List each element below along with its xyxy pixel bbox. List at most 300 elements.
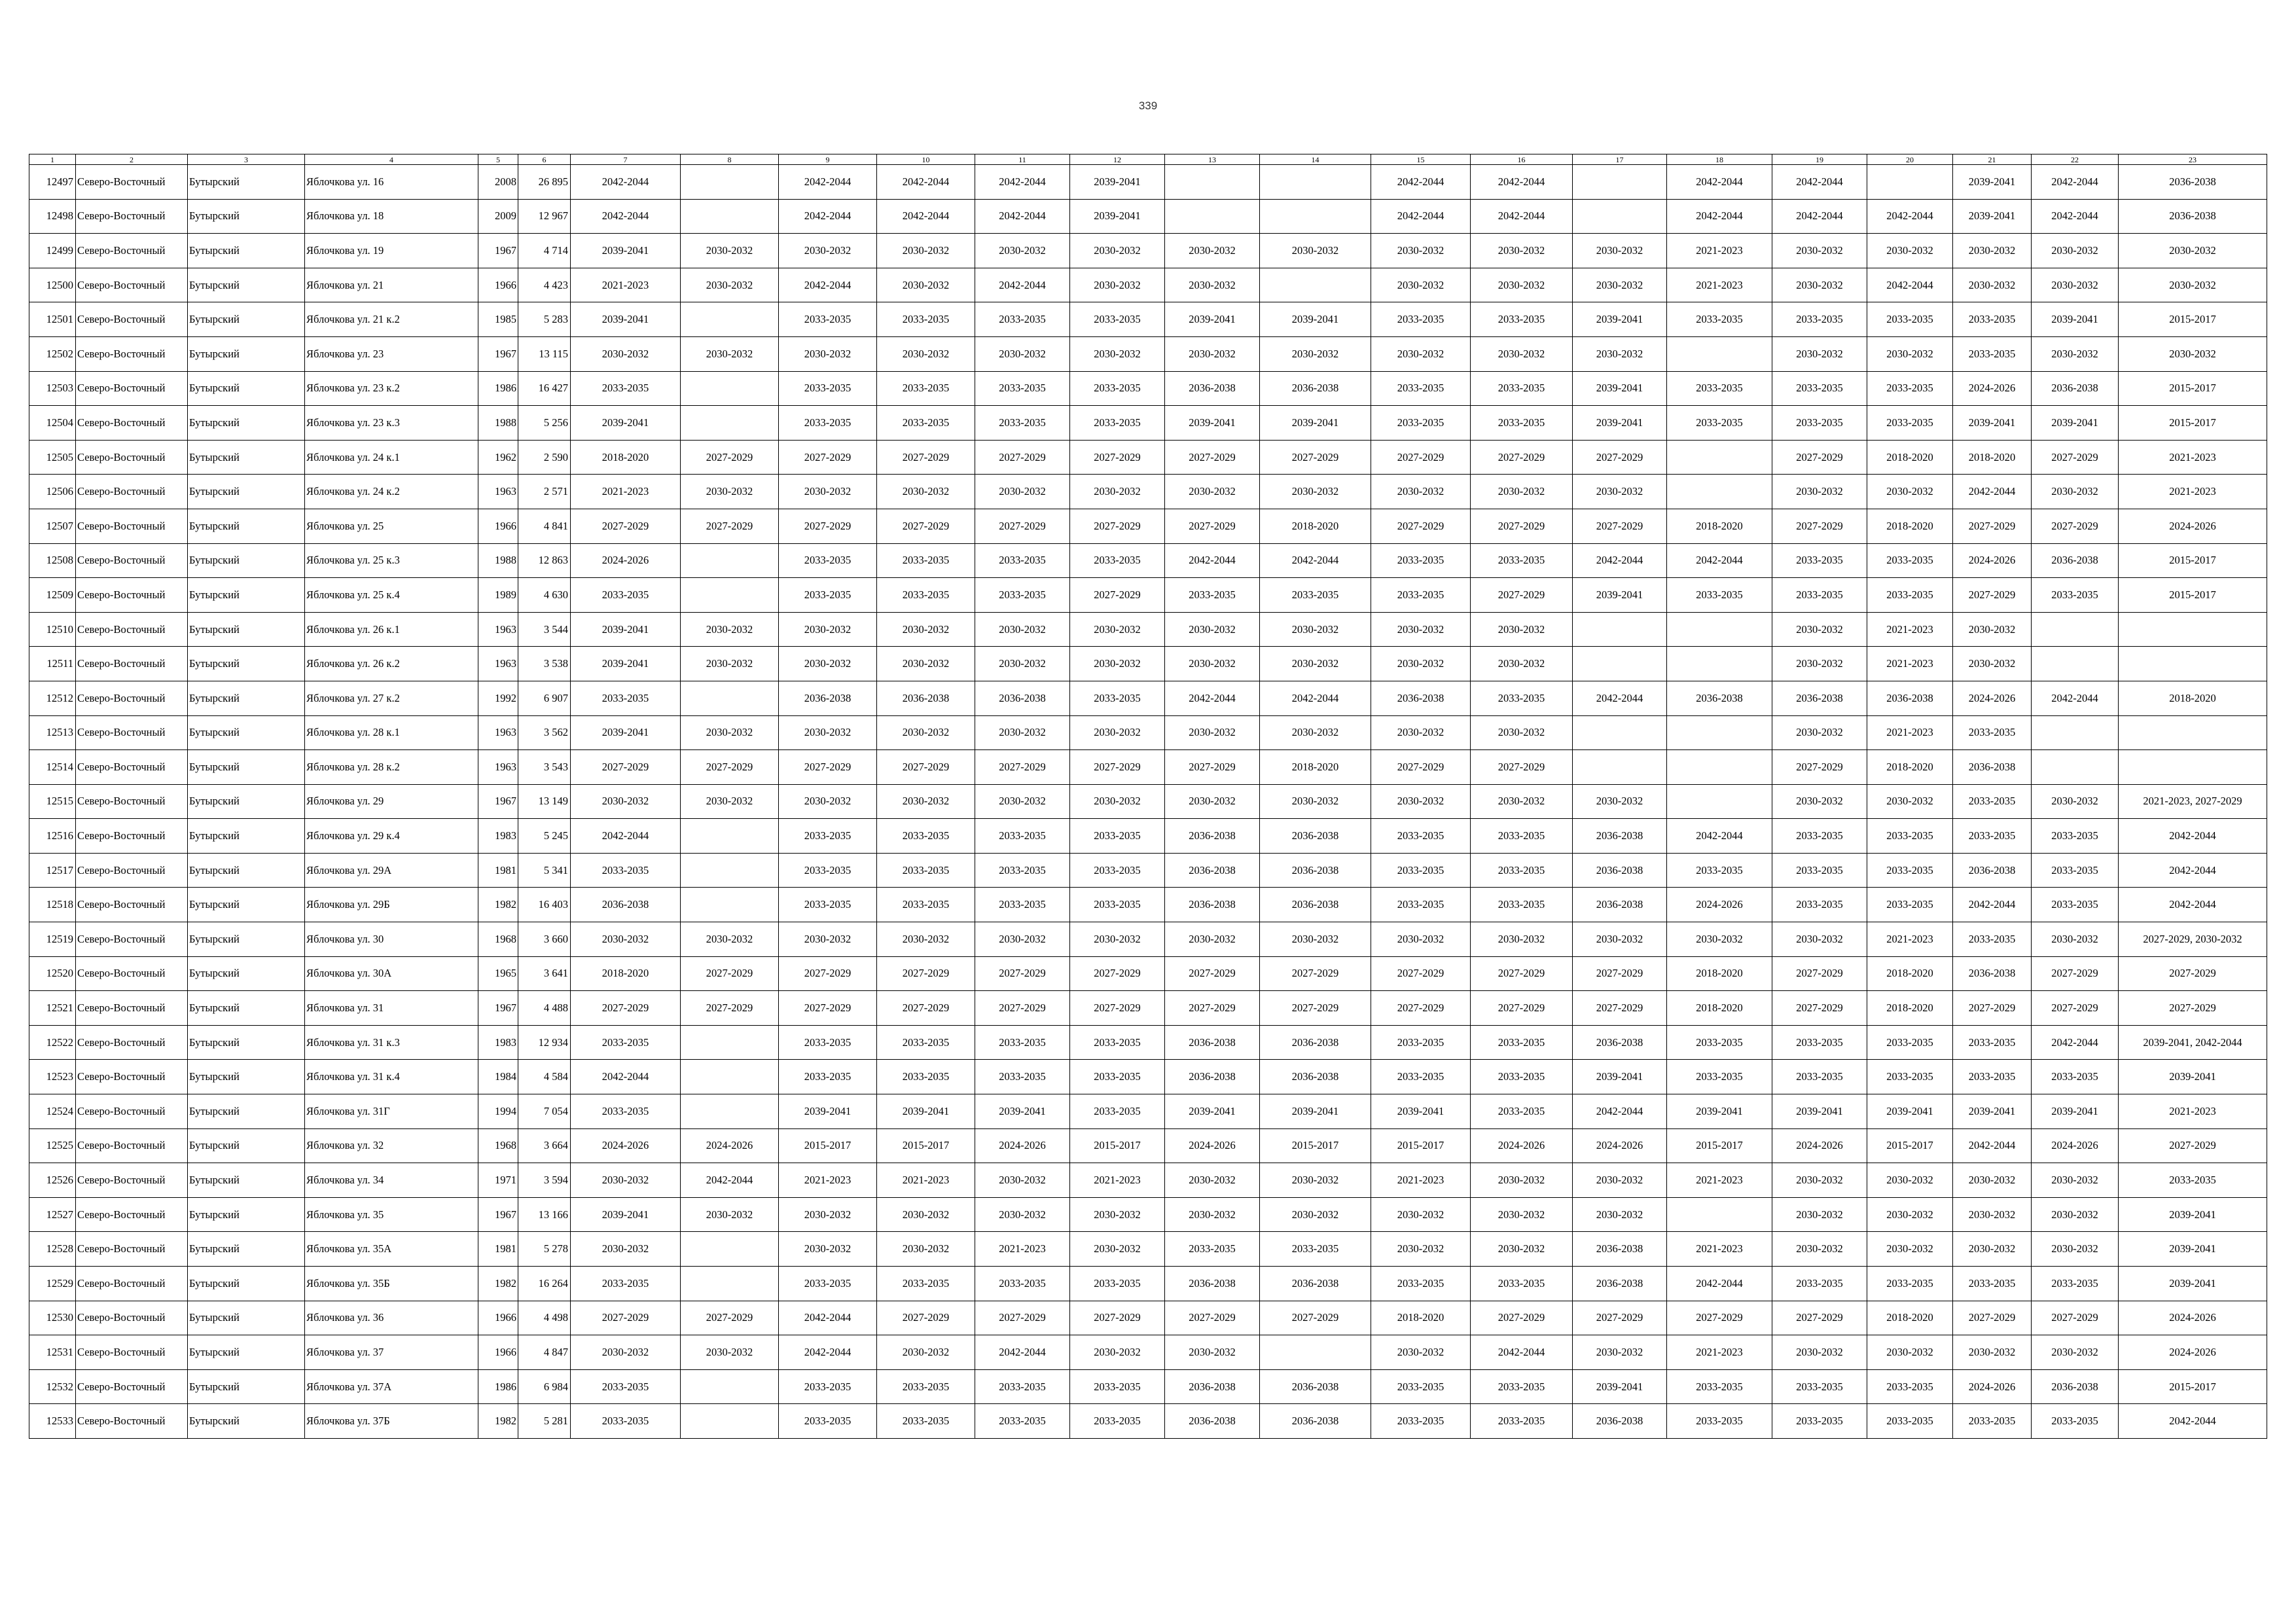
table-row [29, 922, 2267, 957]
table-cell-col-12: 2027-2029 [1070, 578, 1165, 613]
table-cell-col-21: 2033-2035 [1953, 1060, 2032, 1094]
table-cell-col-8 [681, 199, 779, 234]
table-cell-col-15: 2033-2035 [1371, 853, 1471, 888]
table-cell-col-7: 2039-2041 [571, 612, 681, 647]
table-cell-col-11: 2042-2044 [975, 1335, 1070, 1370]
column-header-8: 8 [681, 154, 779, 165]
table-cell-col-7: 2033-2035 [571, 853, 681, 888]
table-cell-col-22 [2032, 612, 2119, 647]
table-cell-col-3: Бутырский [188, 612, 305, 647]
table-row [29, 991, 2267, 1026]
table-cell-col-5: 1989 [478, 578, 518, 613]
table-cell-col-22: 2042-2044 [2032, 681, 2119, 715]
table-cell-col-6: 4 423 [518, 268, 571, 302]
table-cell-col-16: 2033-2035 [1471, 371, 1573, 406]
table-cell-col-1: 12509 [29, 578, 76, 613]
table-cell-col-21: 2030-2032 [1953, 1232, 2032, 1267]
table-cell-col-6: 5 281 [518, 1404, 571, 1439]
table-cell-col-6: 2 590 [518, 440, 571, 475]
table-cell-col-19: 2030-2032 [1772, 1232, 1867, 1267]
table-cell-col-2: Северо-Восточный [76, 234, 188, 268]
table-cell-col-13: 2036-2038 [1165, 1267, 1260, 1301]
table-cell-col-13: 2030-2032 [1165, 647, 1260, 681]
table-cell-col-7: 2030-2032 [571, 784, 681, 819]
table-cell-col-22: 2036-2038 [2032, 1369, 2119, 1404]
table-cell-col-4: Яблочкова ул. 26 к.2 [305, 647, 478, 681]
table-cell-col-7: 2039-2041 [571, 406, 681, 441]
table-row [29, 1301, 2267, 1335]
table-cell-col-13 [1165, 199, 1260, 234]
table-cell-col-21: 2030-2032 [1953, 1163, 2032, 1198]
table-row [29, 1025, 2267, 1060]
table-cell-col-12: 2033-2035 [1070, 1369, 1165, 1404]
table-cell-col-19: 2033-2035 [1772, 888, 1867, 922]
table-cell-col-13: 2030-2032 [1165, 1197, 1260, 1232]
table-cell-col-13: 2036-2038 [1165, 853, 1260, 888]
table-cell-col-6: 3 544 [518, 612, 571, 647]
table-cell-col-15: 2036-2038 [1371, 681, 1471, 715]
table-cell-col-15: 2030-2032 [1371, 268, 1471, 302]
table-cell-col-15: 2033-2035 [1371, 302, 1471, 337]
table-cell-col-9: 2042-2044 [779, 199, 877, 234]
table-cell-col-20: 2021-2023 [1867, 715, 1953, 750]
table-cell-col-19: 2033-2035 [1772, 1025, 1867, 1060]
column-header-3: 3 [188, 154, 305, 165]
table-cell-col-12: 2039-2041 [1070, 199, 1165, 234]
table-cell-col-13: 2033-2035 [1165, 1232, 1260, 1267]
table-cell-col-19: 2027-2029 [1772, 1301, 1867, 1335]
table-cell-col-20: 2033-2035 [1867, 1025, 1953, 1060]
table-cell-col-7: 2030-2032 [571, 1232, 681, 1267]
table-cell-col-14: 2036-2038 [1260, 1025, 1371, 1060]
table-cell-col-7: 2033-2035 [571, 1094, 681, 1129]
table-cell-col-4: Яблочкова ул. 30А [305, 956, 478, 991]
table-cell-col-9: 2027-2029 [779, 509, 877, 543]
table-cell-col-20: 2033-2035 [1867, 888, 1953, 922]
table-cell-col-17: 2030-2032 [1573, 336, 1667, 371]
table-cell-col-15: 2042-2044 [1371, 165, 1471, 200]
table-cell-col-16: 2027-2029 [1471, 991, 1573, 1026]
table-cell-col-21: 2042-2044 [1953, 888, 2032, 922]
table-cell-col-12: 2027-2029 [1070, 956, 1165, 991]
table-cell-col-8: 2030-2032 [681, 1197, 779, 1232]
table-cell-col-4: Яблочкова ул. 21 к.2 [305, 302, 478, 337]
table-cell-col-11: 2033-2035 [975, 1025, 1070, 1060]
table-cell-col-13: 2036-2038 [1165, 888, 1260, 922]
table-cell-col-23 [2119, 612, 2267, 647]
table-cell-col-18: 2042-2044 [1667, 819, 1772, 854]
table-cell-col-21: 2033-2035 [1953, 819, 2032, 854]
table-cell-col-16: 2030-2032 [1471, 1232, 1573, 1267]
table-cell-col-3: Бутырский [188, 336, 305, 371]
table-cell-col-11: 2033-2035 [975, 302, 1070, 337]
table-cell-col-22: 2030-2032 [2032, 234, 2119, 268]
table-row [29, 234, 2267, 268]
table-cell-col-17 [1573, 199, 1667, 234]
table-cell-col-12: 2030-2032 [1070, 784, 1165, 819]
table-cell-col-4: Яблочкова ул. 27 к.2 [305, 681, 478, 715]
table-cell-col-7: 2033-2035 [571, 578, 681, 613]
table-cell-col-20: 2030-2032 [1867, 784, 1953, 819]
table-cell-col-17: 2030-2032 [1573, 922, 1667, 957]
table-cell-col-2: Северо-Восточный [76, 1128, 188, 1163]
table-cell-col-2: Северо-Восточный [76, 647, 188, 681]
table-cell-col-19: 2030-2032 [1772, 1197, 1867, 1232]
table-cell-col-16: 2033-2035 [1471, 681, 1573, 715]
table-cell-col-14: 2030-2032 [1260, 922, 1371, 957]
table-cell-col-8: 2027-2029 [681, 440, 779, 475]
table-cell-col-22: 2033-2035 [2032, 1267, 2119, 1301]
table-cell-col-16: 2030-2032 [1471, 1197, 1573, 1232]
table-cell-col-15: 2033-2035 [1371, 371, 1471, 406]
table-cell-col-15: 2033-2035 [1371, 888, 1471, 922]
table-cell-col-12: 2027-2029 [1070, 1301, 1165, 1335]
table-cell-col-6: 3 562 [518, 715, 571, 750]
table-cell-col-23: 2039-2041 [2119, 1197, 2267, 1232]
table-cell-col-9: 2033-2035 [779, 1060, 877, 1094]
table-cell-col-11: 2021-2023 [975, 1232, 1070, 1267]
table-cell-col-14: 2018-2020 [1260, 509, 1371, 543]
table-cell-col-8 [681, 578, 779, 613]
table-cell-col-2: Северо-Восточный [76, 1060, 188, 1094]
table-cell-col-6: 7 054 [518, 1094, 571, 1129]
table-cell-col-3: Бутырский [188, 199, 305, 234]
table-cell-col-16: 2027-2029 [1471, 578, 1573, 613]
table-cell-col-5: 1985 [478, 302, 518, 337]
table-cell-col-23: 2039-2041, 2042-2044 [2119, 1025, 2267, 1060]
table-cell-col-10: 2033-2035 [877, 543, 975, 578]
table-cell-col-20: 2018-2020 [1867, 440, 1953, 475]
table-cell-col-14: 2030-2032 [1260, 234, 1371, 268]
table-cell-col-3: Бутырский [188, 853, 305, 888]
table-cell-col-17: 2030-2032 [1573, 1163, 1667, 1198]
table-cell-col-2: Северо-Восточный [76, 681, 188, 715]
table-cell-col-2: Северо-Восточный [76, 509, 188, 543]
table-cell-col-23: 2024-2026 [2119, 1335, 2267, 1370]
table-cell-col-11: 2033-2035 [975, 819, 1070, 854]
table-cell-col-20: 2033-2035 [1867, 543, 1953, 578]
table-cell-col-6: 6 907 [518, 681, 571, 715]
table-cell-col-18: 2033-2035 [1667, 578, 1772, 613]
table-cell-col-12: 2033-2035 [1070, 1025, 1165, 1060]
table-cell-col-20: 2033-2035 [1867, 1404, 1953, 1439]
table-cell-col-11: 2030-2032 [975, 336, 1070, 371]
column-header-9: 9 [779, 154, 877, 165]
table-cell-col-4: Яблочкова ул. 28 к.2 [305, 750, 478, 785]
table-cell-col-13: 2033-2035 [1165, 578, 1260, 613]
table-cell-col-19: 2030-2032 [1772, 336, 1867, 371]
table-cell-col-13: 2030-2032 [1165, 336, 1260, 371]
table-cell-col-19: 2033-2035 [1772, 578, 1867, 613]
table-cell-col-12: 2039-2041 [1070, 165, 1165, 200]
table-cell-col-3: Бутырский [188, 715, 305, 750]
column-header-18: 18 [1667, 154, 1772, 165]
table-row [29, 1232, 2267, 1267]
table-cell-col-1: 12520 [29, 956, 76, 991]
table-cell-col-16: 2030-2032 [1471, 922, 1573, 957]
table-cell-col-23: 2027-2029 [2119, 1128, 2267, 1163]
table-cell-col-19: 2033-2035 [1772, 371, 1867, 406]
table-cell-col-10: 2033-2035 [877, 1267, 975, 1301]
table-cell-col-14: 2027-2029 [1260, 440, 1371, 475]
table-cell-col-5: 1982 [478, 888, 518, 922]
column-header-1: 1 [29, 154, 76, 165]
table-cell-col-5: 1982 [478, 1404, 518, 1439]
table-cell-col-3: Бутырский [188, 268, 305, 302]
table-cell-col-21: 2030-2032 [1953, 1335, 2032, 1370]
table-cell-col-4: Яблочкова ул. 23 к.3 [305, 406, 478, 441]
table-cell-col-17: 2027-2029 [1573, 1301, 1667, 1335]
table-cell-col-10: 2042-2044 [877, 199, 975, 234]
table-cell-col-22: 2036-2038 [2032, 371, 2119, 406]
table-cell-col-18 [1667, 784, 1772, 819]
table-cell-col-20: 2018-2020 [1867, 1301, 1953, 1335]
table-cell-col-8: 2030-2032 [681, 784, 779, 819]
table-cell-col-9: 2015-2017 [779, 1128, 877, 1163]
table-cell-col-4: Яблочкова ул. 21 [305, 268, 478, 302]
table-cell-col-22: 2030-2032 [2032, 268, 2119, 302]
table-cell-col-3: Бутырский [188, 1369, 305, 1404]
table-cell-col-9: 2033-2035 [779, 371, 877, 406]
table-cell-col-11: 2027-2029 [975, 509, 1070, 543]
table-cell-col-16: 2027-2029 [1471, 509, 1573, 543]
table-cell-col-16: 2033-2035 [1471, 1369, 1573, 1404]
table-cell-col-7: 2036-2038 [571, 888, 681, 922]
table-cell-col-18 [1667, 440, 1772, 475]
table-cell-col-3: Бутырский [188, 475, 305, 509]
table-cell-col-16: 2030-2032 [1471, 475, 1573, 509]
column-header-12: 12 [1070, 154, 1165, 165]
table-cell-col-16: 2030-2032 [1471, 234, 1573, 268]
table-cell-col-10: 2030-2032 [877, 475, 975, 509]
table-cell-col-10: 2015-2017 [877, 1128, 975, 1163]
table-cell-col-17: 2039-2041 [1573, 406, 1667, 441]
table-cell-col-1: 12512 [29, 681, 76, 715]
table-cell-col-23: 2042-2044 [2119, 819, 2267, 854]
table-cell-col-14: 2036-2038 [1260, 1060, 1371, 1094]
table-cell-col-21: 2030-2032 [1953, 1197, 2032, 1232]
table-cell-col-19: 2027-2029 [1772, 956, 1867, 991]
table-cell-col-11: 2024-2026 [975, 1128, 1070, 1163]
table-cell-col-2: Северо-Восточный [76, 371, 188, 406]
table-cell-col-3: Бутырский [188, 165, 305, 200]
table-cell-col-9: 2027-2029 [779, 991, 877, 1026]
table-row [29, 475, 2267, 509]
table-cell-col-11: 2033-2035 [975, 1404, 1070, 1439]
table-cell-col-19: 2024-2026 [1772, 1128, 1867, 1163]
table-cell-col-22: 2030-2032 [2032, 1163, 2119, 1198]
table-cell-col-2: Северо-Восточный [76, 268, 188, 302]
table-cell-col-13: 2036-2038 [1165, 371, 1260, 406]
table-cell-col-21: 2033-2035 [1953, 1404, 2032, 1439]
table-cell-col-19: 2033-2035 [1772, 1369, 1867, 1404]
table-cell-col-14: 2027-2029 [1260, 956, 1371, 991]
table-cell-col-2: Северо-Восточный [76, 715, 188, 750]
table-cell-col-7: 2033-2035 [571, 1025, 681, 1060]
table-cell-col-10: 2033-2035 [877, 1060, 975, 1094]
table-cell-col-9: 2030-2032 [779, 647, 877, 681]
table-cell-col-13: 2027-2029 [1165, 750, 1260, 785]
table-cell-col-16: 2033-2035 [1471, 406, 1573, 441]
table-cell-col-6: 3 538 [518, 647, 571, 681]
table-cell-col-4: Яблочкова ул. 16 [305, 165, 478, 200]
table-cell-col-10: 2030-2032 [877, 612, 975, 647]
table-row [29, 268, 2267, 302]
table-cell-col-18: 2042-2044 [1667, 1267, 1772, 1301]
table-cell-col-9: 2033-2035 [779, 578, 877, 613]
table-cell-col-20: 2030-2032 [1867, 475, 1953, 509]
table-row [29, 1197, 2267, 1232]
table-cell-col-23: 2015-2017 [2119, 1369, 2267, 1404]
table-cell-col-7: 2039-2041 [571, 234, 681, 268]
table-cell-col-23: 2039-2041 [2119, 1232, 2267, 1267]
table-cell-col-2: Северо-Восточный [76, 991, 188, 1026]
table-cell-col-12: 2027-2029 [1070, 509, 1165, 543]
table-cell-col-14: 2027-2029 [1260, 991, 1371, 1026]
table-cell-col-19: 2030-2032 [1772, 612, 1867, 647]
table-cell-col-23: 2027-2029 [2119, 956, 2267, 991]
table-cell-col-4: Яблочкова ул. 34 [305, 1163, 478, 1198]
table-cell-col-10: 2036-2038 [877, 681, 975, 715]
table-cell-col-2: Северо-Восточный [76, 750, 188, 785]
table-cell-col-21: 2039-2041 [1953, 406, 2032, 441]
table-cell-col-10: 2030-2032 [877, 715, 975, 750]
table-cell-col-8 [681, 1232, 779, 1267]
table-cell-col-22: 2030-2032 [2032, 1232, 2119, 1267]
table-cell-col-9: 2030-2032 [779, 715, 877, 750]
table-cell-col-19: 2033-2035 [1772, 1404, 1867, 1439]
table-cell-col-17: 2036-2038 [1573, 888, 1667, 922]
table-cell-col-4: Яблочкова ул. 36 [305, 1301, 478, 1335]
table-cell-col-9: 2039-2041 [779, 1094, 877, 1129]
table-cell-col-15: 2033-2035 [1371, 1025, 1471, 1060]
table-cell-col-22: 2036-2038 [2032, 543, 2119, 578]
table-cell-col-5: 1965 [478, 956, 518, 991]
table-cell-col-4: Яблочкова ул. 25 к.4 [305, 578, 478, 613]
table-cell-col-8 [681, 371, 779, 406]
table-cell-col-21: 2030-2032 [1953, 268, 2032, 302]
table-cell-col-9: 2033-2035 [779, 1404, 877, 1439]
table-cell-col-4: Яблочкова ул. 35 [305, 1197, 478, 1232]
table-cell-col-15: 2027-2029 [1371, 991, 1471, 1026]
table-cell-col-9: 2033-2035 [779, 888, 877, 922]
table-cell-col-1: 12532 [29, 1369, 76, 1404]
table-cell-col-23: 2021-2023, 2027-2029 [2119, 784, 2267, 819]
table-cell-col-23: 2042-2044 [2119, 853, 2267, 888]
table-cell-col-11: 2027-2029 [975, 991, 1070, 1026]
table-cell-col-21: 2033-2035 [1953, 922, 2032, 957]
table-cell-col-19: 2027-2029 [1772, 991, 1867, 1026]
table-row [29, 199, 2267, 234]
table-cell-col-20: 2033-2035 [1867, 819, 1953, 854]
table-cell-col-7: 2039-2041 [571, 1197, 681, 1232]
table-cell-col-4: Яблочкова ул. 35А [305, 1232, 478, 1267]
table-cell-col-22: 2039-2041 [2032, 406, 2119, 441]
table-cell-col-19: 2033-2035 [1772, 1060, 1867, 1094]
table-cell-col-16: 2033-2035 [1471, 302, 1573, 337]
table-cell-col-13: 2030-2032 [1165, 922, 1260, 957]
table-cell-col-9: 2033-2035 [779, 543, 877, 578]
table-cell-col-6: 4 584 [518, 1060, 571, 1094]
table-cell-col-21: 2024-2026 [1953, 681, 2032, 715]
table-cell-col-13: 2024-2026 [1165, 1128, 1260, 1163]
column-header-2: 2 [76, 154, 188, 165]
table-cell-col-11: 2036-2038 [975, 681, 1070, 715]
table-cell-col-15: 2033-2035 [1371, 543, 1471, 578]
table-cell-col-10: 2030-2032 [877, 922, 975, 957]
table-cell-col-20: 2030-2032 [1867, 336, 1953, 371]
table-cell-col-12: 2030-2032 [1070, 1232, 1165, 1267]
table-cell-col-9: 2027-2029 [779, 956, 877, 991]
table-cell-col-14: 2039-2041 [1260, 1094, 1371, 1129]
table-cell-col-18 [1667, 1197, 1772, 1232]
table-cell-col-16: 2042-2044 [1471, 165, 1573, 200]
table-cell-col-5: 1963 [478, 750, 518, 785]
table-cell-col-14: 2036-2038 [1260, 1267, 1371, 1301]
table-cell-col-10: 2033-2035 [877, 578, 975, 613]
table-cell-col-1: 12530 [29, 1301, 76, 1335]
table-cell-col-2: Северо-Восточный [76, 888, 188, 922]
table-cell-col-20: 2033-2035 [1867, 302, 1953, 337]
table-cell-col-5: 1967 [478, 336, 518, 371]
table-cell-col-7: 2030-2032 [571, 922, 681, 957]
table-cell-col-8 [681, 819, 779, 854]
table-cell-col-15: 2030-2032 [1371, 922, 1471, 957]
table-cell-col-22: 2033-2035 [2032, 1060, 2119, 1094]
table-cell-col-21: 2033-2035 [1953, 1025, 2032, 1060]
table-cell-col-1: 12528 [29, 1232, 76, 1267]
table-cell-col-11: 2042-2044 [975, 199, 1070, 234]
table-cell-col-12: 2030-2032 [1070, 268, 1165, 302]
table-cell-col-17: 2036-2038 [1573, 1267, 1667, 1301]
table-cell-col-9: 2030-2032 [779, 784, 877, 819]
table-cell-col-17: 2039-2041 [1573, 371, 1667, 406]
table-cell-col-16: 2033-2035 [1471, 853, 1573, 888]
table-cell-col-19: 2030-2032 [1772, 647, 1867, 681]
table-cell-col-18: 2042-2044 [1667, 543, 1772, 578]
table-cell-col-5: 1967 [478, 1197, 518, 1232]
table-cell-col-23: 2015-2017 [2119, 543, 2267, 578]
table-cell-col-3: Бутырский [188, 543, 305, 578]
table-cell-col-4: Яблочкова ул. 18 [305, 199, 478, 234]
table-cell-col-21: 2024-2026 [1953, 371, 2032, 406]
table-header [29, 154, 2267, 165]
table-cell-col-22: 2039-2041 [2032, 302, 2119, 337]
table-cell-col-3: Бутырский [188, 302, 305, 337]
table-cell-col-8 [681, 1060, 779, 1094]
table-cell-col-1: 12497 [29, 165, 76, 200]
table-cell-col-21: 2030-2032 [1953, 647, 2032, 681]
table-cell-col-15: 2030-2032 [1371, 784, 1471, 819]
table-cell-col-10: 2030-2032 [877, 234, 975, 268]
column-header-17: 17 [1573, 154, 1667, 165]
table-cell-col-12: 2015-2017 [1070, 1128, 1165, 1163]
table-cell-col-6: 5 278 [518, 1232, 571, 1267]
table-cell-col-10: 2027-2029 [877, 956, 975, 991]
column-header-23: 23 [2119, 154, 2267, 165]
table-cell-col-4: Яблочкова ул. 26 к.1 [305, 612, 478, 647]
table-cell-col-10: 2033-2035 [877, 1369, 975, 1404]
table-cell-col-23: 2015-2017 [2119, 302, 2267, 337]
table-cell-col-12: 2027-2029 [1070, 750, 1165, 785]
table-cell-col-8 [681, 1267, 779, 1301]
table-cell-col-13: 2030-2032 [1165, 1163, 1260, 1198]
table-cell-col-17 [1573, 165, 1667, 200]
table-cell-col-11: 2033-2035 [975, 1267, 1070, 1301]
table-cell-col-12: 2030-2032 [1070, 715, 1165, 750]
table-cell-col-6: 13 115 [518, 336, 571, 371]
table-cell-col-20: 2033-2035 [1867, 1369, 1953, 1404]
